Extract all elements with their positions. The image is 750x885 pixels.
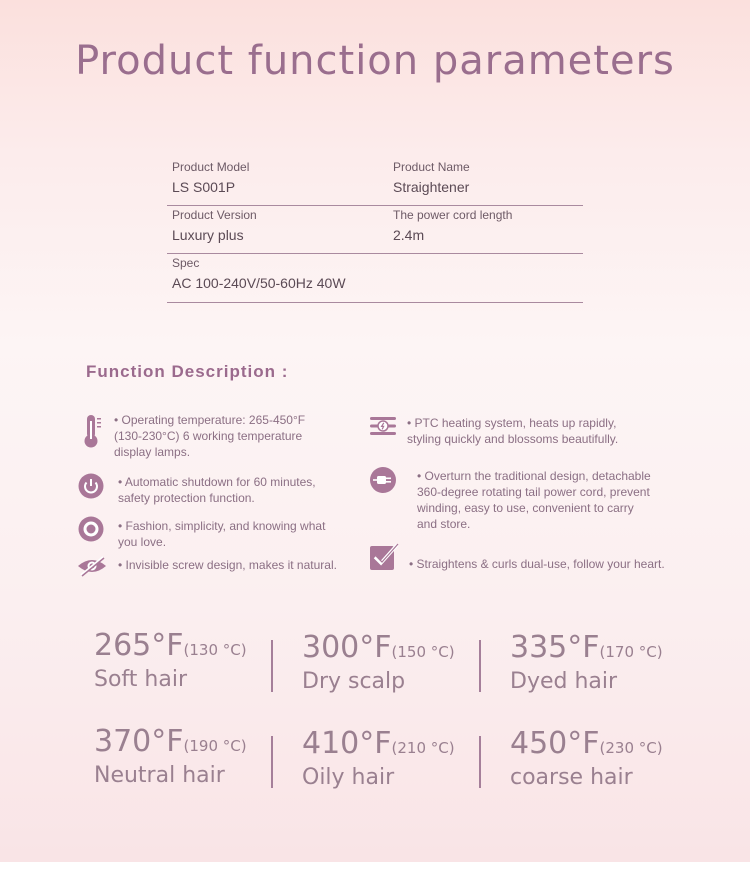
temp-celsius: (170 °C) [599,643,663,661]
param-value: 2.4m [393,227,425,243]
param-row [167,206,583,254]
rotating-plug-icon [369,466,397,494]
param-cell-version [172,206,257,243]
checkbox-icon [369,542,399,572]
divider [479,736,481,788]
divider [271,640,273,692]
temp-fahrenheit: 335°F [510,630,600,665]
temp-fahrenheit: 300°F [302,630,392,665]
param-cell-spec [172,254,346,291]
feature-text: • Operating temperature: 265-450°F (130-230°C) 6 working temperature display lamps. [114,413,306,459]
temp-fahrenheit: 265°F [94,628,184,663]
hair-type: Oily hair [302,765,395,790]
temp-celsius: (150 °C) [391,643,455,661]
power-icon [78,473,104,499]
param-value: Luxury plus [172,227,244,243]
target-icon [78,516,104,542]
temp-item [94,628,247,692]
hair-type: Neutral hair [94,763,225,788]
feature-text: • Invisible screw design, makes it natural. [118,558,337,572]
temp-celsius: (190 °C) [183,737,247,755]
param-label: Product Model [172,160,250,174]
divider [271,736,273,788]
hair-type: coarse hair [510,765,633,790]
hair-type: Dry scalp [302,669,406,694]
temp-fahrenheit: 450°F [510,726,600,761]
param-cell-name [393,158,470,195]
param-value: AC 100-240V/50-60Hz 40W [172,275,346,291]
param-label: Product Version [172,208,257,222]
temp-celsius: (210 °C) [391,739,455,757]
page-title: Product function parameters [75,38,675,84]
temp-item [302,726,455,790]
temp-fahrenheit: 410°F [302,726,392,761]
feature-text: • Straightens & curls dual-use, follow your heart. [409,557,665,571]
temp-celsius: (130 °C) [183,641,247,659]
thermometer-icon [81,413,103,449]
temp-item [510,726,663,790]
hair-type: Dyed hair [510,669,618,694]
feature-text: • Automatic shutdown for 60 minutes, safety protection function. [118,475,316,505]
temp-fahrenheit: 370°F [94,724,184,759]
param-row [167,158,583,206]
param-cell-cord [393,206,512,243]
temp-item [510,630,663,694]
heater-icon [369,414,397,438]
param-label: Product Name [393,160,470,174]
feature-text: • PTC heating system, heats up rapidly, styling quickly and blossoms beautifully. [407,416,619,446]
function-description-title: Function Description : [86,362,289,381]
param-label: Spec [172,256,200,270]
feature-text: • Fashion, simplicity, and knowing what you love. [118,519,326,549]
param-value: LS S001P [172,179,236,195]
temp-item [302,630,455,694]
eye-hidden-icon [76,555,108,577]
temp-item [94,724,247,788]
divider [479,640,481,692]
parameter-table [167,158,583,303]
param-value: Straightener [393,179,470,195]
param-cell-model [172,158,249,195]
param-label: The power cord length [393,208,513,222]
feature-text: • Overturn the traditional design, detachable 360-degree rotating tail power cord, prevent winding, easy to use, convenient to carry and store. [417,469,651,531]
param-row [167,254,583,303]
temp-celsius: (230 °C) [599,739,663,757]
hair-type: Soft hair [94,667,187,692]
